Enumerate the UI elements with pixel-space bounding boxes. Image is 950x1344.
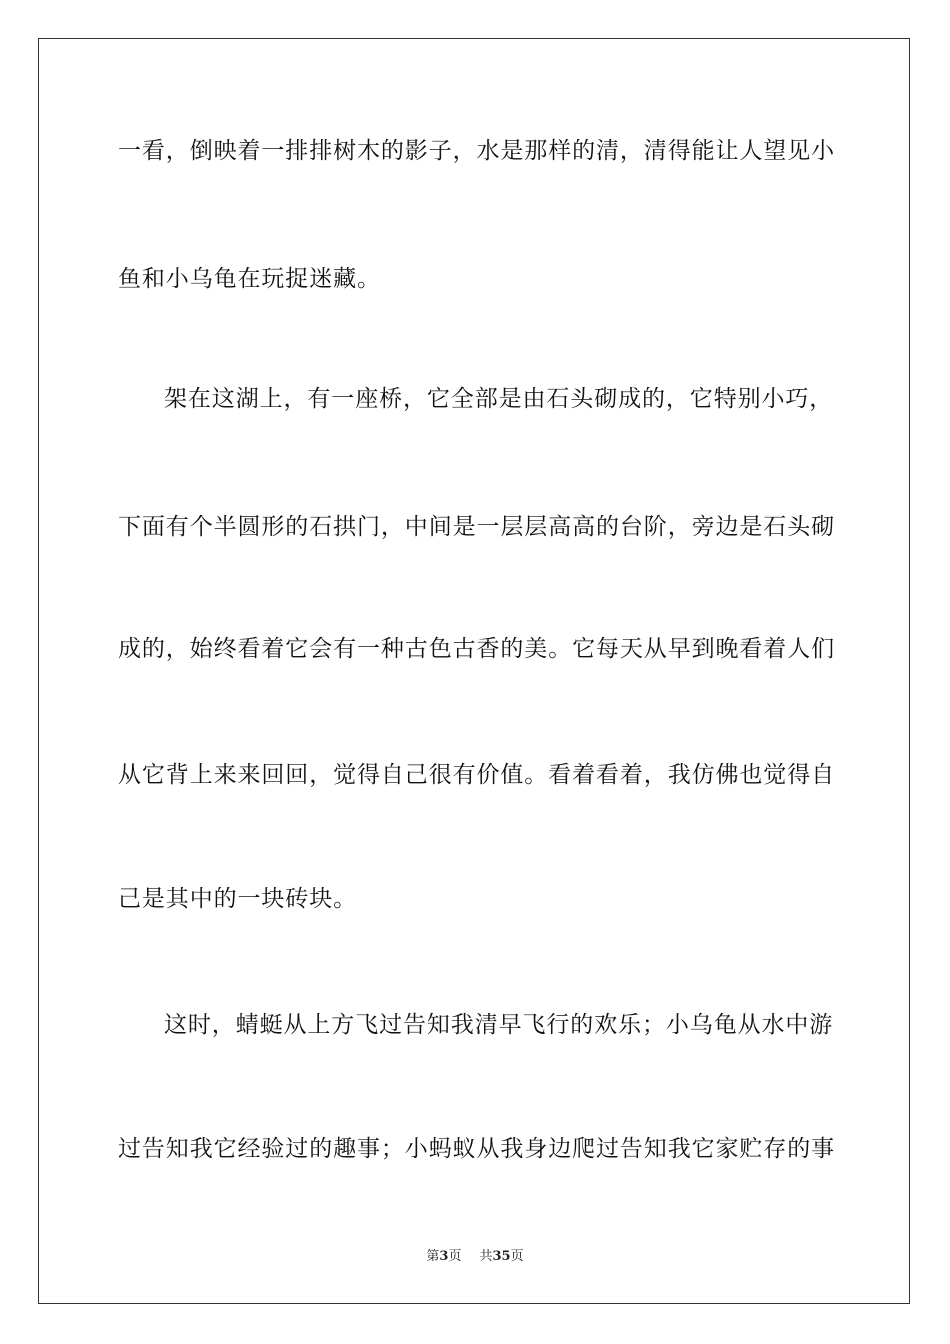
- paragraph-line-6: 从它背上来来回回，觉得自己很有价值。看着看着，我仿佛也觉得自: [118, 762, 835, 788]
- page-border: [38, 38, 910, 1304]
- footer-total-suffix: 页: [510, 1249, 524, 1264]
- paragraph-line-3: 架在这湖上，有一座桥，它全部是由石头砌成的，它特别小巧，: [164, 386, 834, 412]
- footer-page-number: 3: [439, 1249, 449, 1264]
- paragraph-line-5: 成的，始终看着它会有一种古色古香的美。它每天从早到晚看着人们: [118, 636, 835, 662]
- footer-total-prefix: 共: [479, 1249, 493, 1264]
- paragraph-line-8: 这时，蜻蜓从上方飞过告知我清早飞行的欢乐；小乌龟从水中游: [164, 1012, 834, 1038]
- footer-page-suffix: 页: [448, 1249, 462, 1264]
- paragraph-line-4: 下面有个半圆形的石拱门，中间是一层层高高的台阶，旁边是石头砌: [118, 514, 835, 540]
- page-footer: [0, 1248, 950, 1266]
- footer-page-prefix: 第: [426, 1249, 440, 1264]
- paragraph-line-1: 一看，倒映着一排排树木的影子，水是那样的清，清得能让人望见小: [118, 138, 835, 164]
- paragraph-line-2: 鱼和小乌龟在玩捉迷藏。: [118, 266, 381, 292]
- paragraph-line-7: 己是其中的一块砖块。: [118, 886, 357, 912]
- paragraph-line-9: 过告知我它经验过的趣事；小蚂蚁从我身边爬过告知我它家贮存的事: [118, 1136, 835, 1162]
- footer-total-number: 35: [492, 1249, 511, 1264]
